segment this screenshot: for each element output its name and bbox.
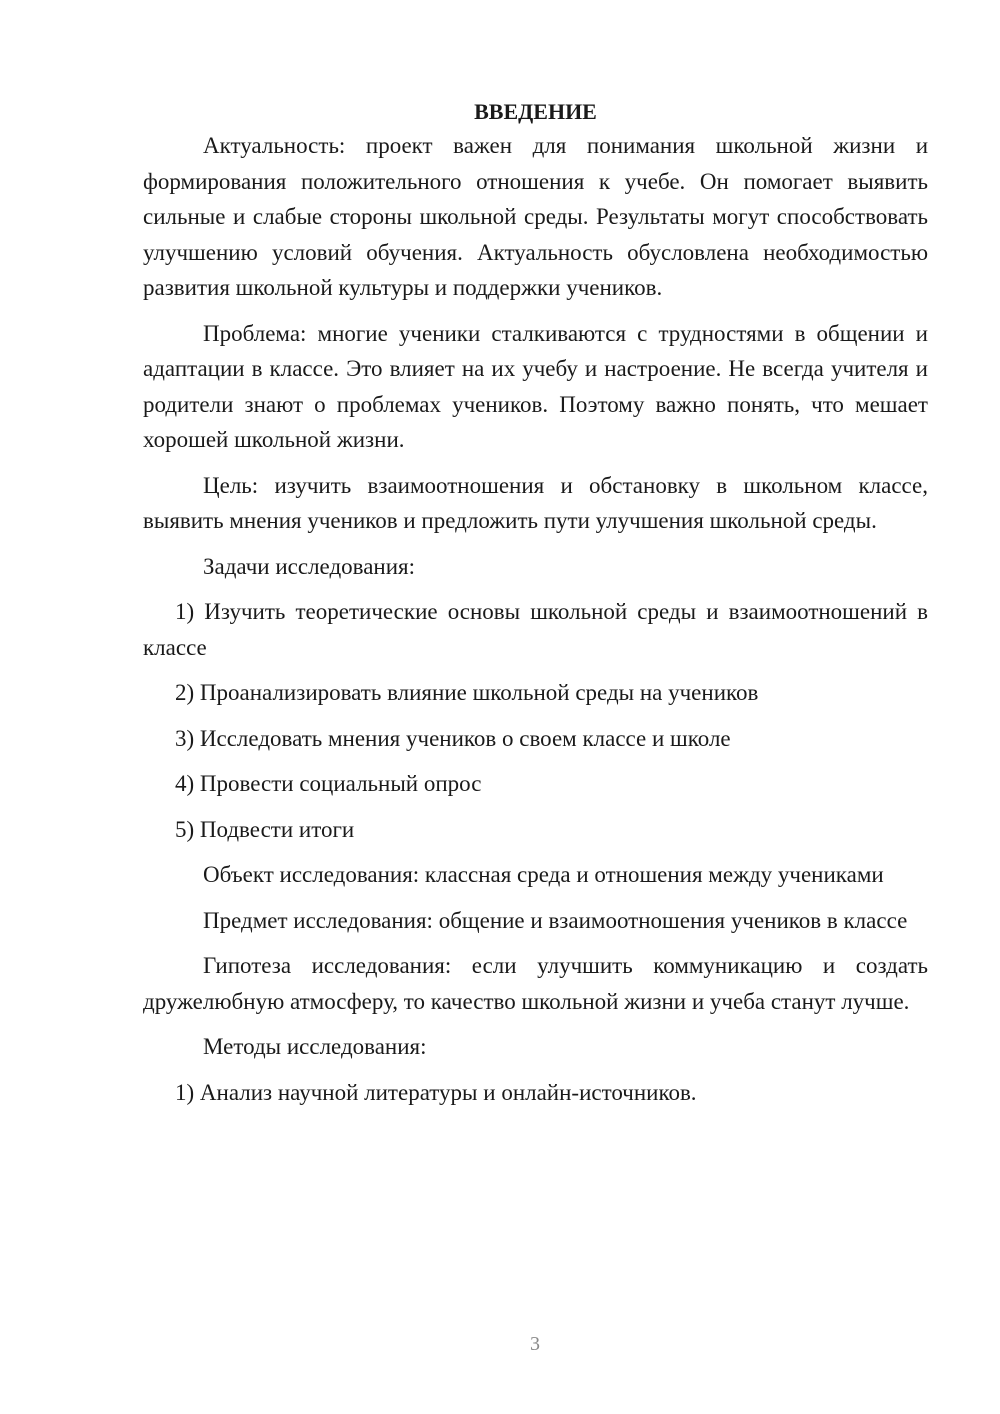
problem-paragraph: Проблема: многие ученики сталкиваются с трудностями в общении и адаптации в классе. Это влияет на их учебу и настроение. Не всегда учителя и родители знают о проблемах учеников. Поэтому важно понять, что мешает хорошей школьной жизни. — [143, 320, 928, 452]
list-item: 1) Анализ научной литературы и онлайн-источников. — [175, 1079, 697, 1105]
list-item: 4) Провести социальный опрос — [175, 771, 482, 796]
tasks-list — [143, 594, 928, 847]
list-item: 1) Изучить теоретические основы школьной среды и взаимоотношений в классе — [143, 599, 928, 660]
methods-heading: Методы исследования: — [203, 1034, 427, 1059]
object-paragraph: Объект исследования: классная среда и отношения между учениками — [203, 862, 884, 887]
page-content — [143, 94, 928, 1120]
tasks-heading: Задачи исследования: — [203, 553, 416, 579]
page-number: 3 — [530, 1333, 540, 1355]
relevance-paragraph: Актуальность: проект важен для понимания школьной жизни и формирования положительного отношения к учебе. Он помогает выявить сильные и слабые стороны школьной среды. Результаты могут способствовать улучшению условий обучения. Актуальность обусловлена необходимостью развития школьной культуры и поддержки учеников. — [143, 133, 928, 300]
list-item: 3) Исследовать мнения учеников о своем классе и школе — [175, 725, 731, 751]
subject-paragraph: Предмет исследования: общение и взаимоотношения учеников в классе — [203, 907, 908, 933]
goal-paragraph: Цель: изучить взаимоотношения и обстановку в школьном классе, выявить мнения учеников и предложить пути улучшения школьной среды. — [143, 472, 928, 533]
hypothesis-paragraph: Гипотеза исследования: если улучшить коммуникацию и создать дружелюбную атмосферу, то качество школьной жизни и учеба станут лучше. — [143, 953, 928, 1014]
methods-list — [143, 1075, 928, 1111]
list-item: 2) Проанализировать влияние школьной среды на учеников — [175, 680, 759, 705]
list-item: 5) Подвести итоги — [175, 816, 355, 842]
section-title: ВВЕДЕНИЕ — [474, 99, 597, 124]
